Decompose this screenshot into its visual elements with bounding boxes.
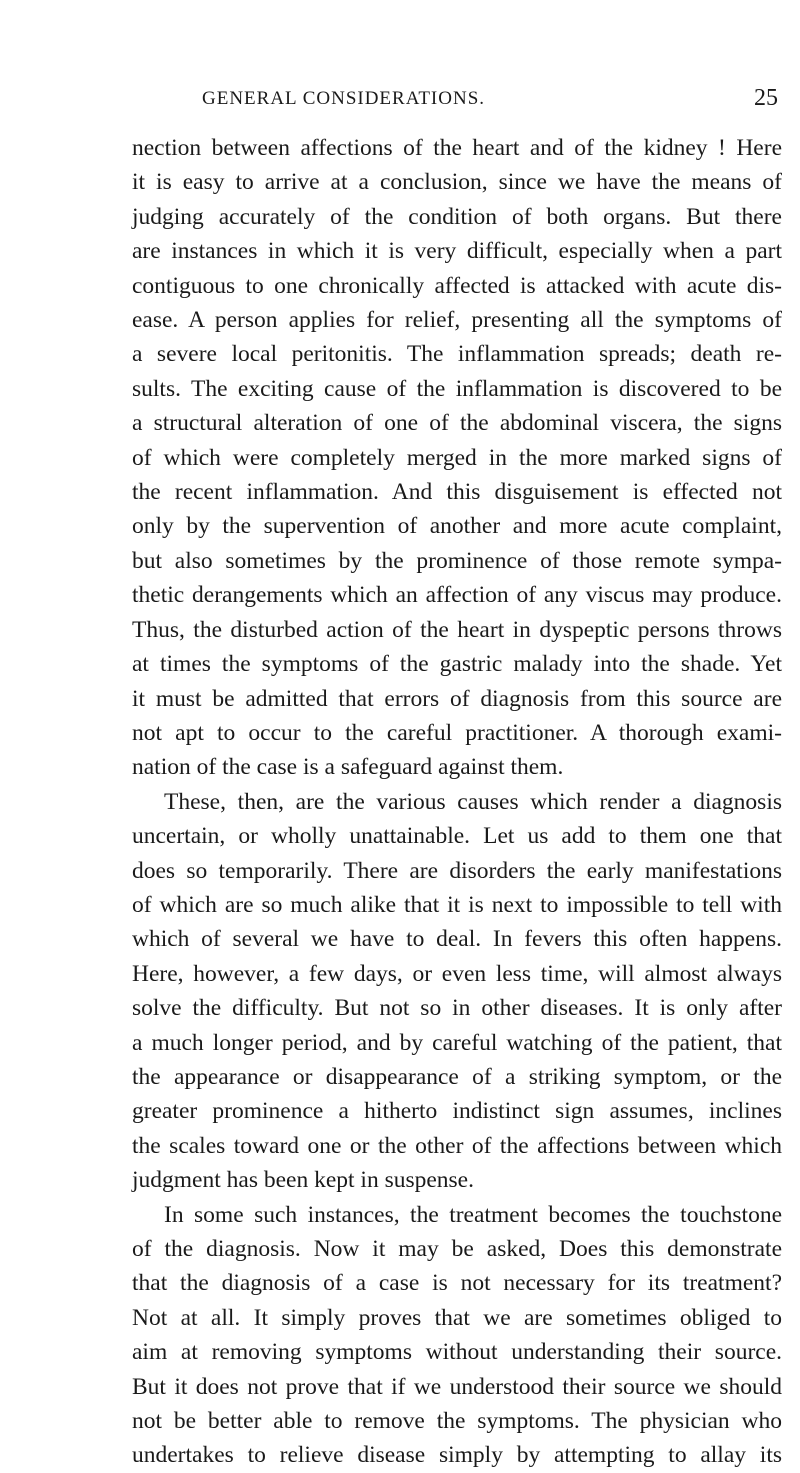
text-line: not be better able to remove the symptoms. The physician who [132,1408,782,1435]
text-line: of which are so much alike that it is next to impossible to tell with [132,891,782,918]
text-line: not apt to occur to the careful practitioner. A thorough exami- [132,719,782,746]
text-line: that the diagnosis of a case is not necessary for its treatment? [132,1270,782,1297]
text-line: of the diagnosis. Now it may be asked, Does this demonstrate [132,1236,782,1262]
text-line: a structural alteration of one of the abdominal viscera, the signs [132,410,782,437]
text-line: judgment has been kept in suspense. [132,1167,474,1194]
text-line: Thus, the disturbed action of the heart in dyspeptic persons throws [132,616,782,643]
text-line: which of several we have to deal. In fevers this often happens. [132,926,782,953]
body-text [132,131,782,1473]
text-line: thetic derangements which an affection of any viscus may produce. [132,582,782,609]
text-line: the appearance or disappearance of a striking symptom, or the [132,1063,782,1090]
text-line: solve the difficulty. But not so in other diseases. It is only after [132,995,782,1022]
text-line: undertakes to relieve disease simply by attempting to allay its [132,1442,782,1469]
page-header [132,85,778,118]
text-line: it must be admitted that errors of diagnosis from this source are [132,685,782,712]
text-line: These, then, are the various causes which render a diagnosis [164,788,782,815]
text-line: of which were completely merged in the more marked signs of [132,444,782,471]
text-line: judging accurately of the condition of both organs. But there [132,203,782,230]
text-line: a much longer period, and by careful watching of the patient, that [132,1029,782,1056]
text-line: nation of the case is a safeguard against them. [132,754,564,781]
running-head: GENERAL CONSIDERATIONS. [202,88,486,109]
text-line: are instances in which it is very difficult, especially when a part [132,238,782,265]
text-line: uncertain, or wholly unattainable. Let us add to them one that [132,823,782,850]
text-line: it is easy to arrive at a conclusion, since we have the means of [132,169,782,196]
text-line: nection between affections of the heart and of the kidney ! Here [132,135,782,161]
text-line: does so temporarily. There are disorders the early manifestations [132,857,782,884]
text-line: a severe local peritonitis. The inflammation spreads; death re- [132,341,782,368]
page-number: 25 [754,85,778,111]
text-line: the scales toward one or the other of the affections between which [132,1132,782,1159]
text-line: greater prominence a hitherto indistinct sign assumes, inclines [132,1098,782,1125]
text-line: the recent inflammation. And this disguisement is effected not [132,479,782,506]
text-line: Here, however, a few days, or even less time, will almost always [132,960,782,987]
text-line: but also sometimes by the prominence of those remote sympa- [132,547,782,574]
text-line: aim at removing symptoms without understanding their source. [132,1339,782,1366]
text-line: at times the symptoms of the gastric malady into the shade. Yet [132,651,782,678]
text-line: In some such instances, the treatment becomes the touchstone [164,1201,782,1228]
text-line: only by the supervention of another and more acute complaint, [132,513,782,540]
text-line: Not at all. It simply proves that we are sometimes obliged to [132,1304,782,1331]
text-line: ease. A person applies for relief, presenting all the symptoms of [132,307,782,334]
text-line: contiguous to one chronically affected is attacked with acute dis- [132,272,782,299]
text-line: sults. The exciting cause of the inflammation is discovered to be [132,375,782,402]
text-line: But it does not prove that if we understood their source we should [132,1373,782,1400]
